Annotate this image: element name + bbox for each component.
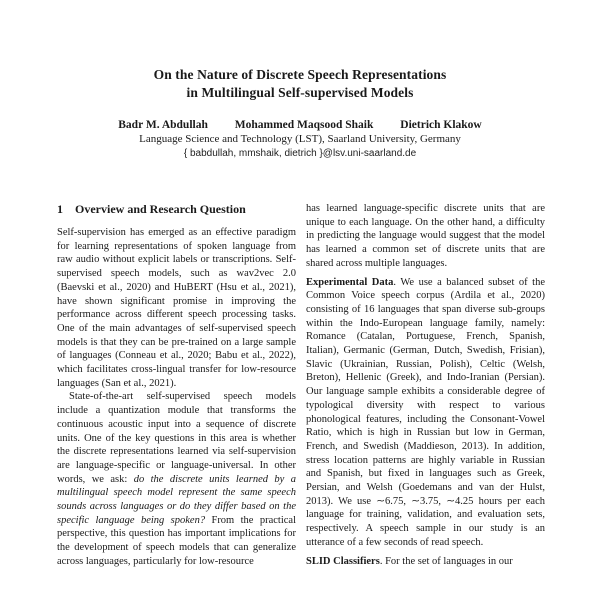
paragraph [57,226,296,390]
paragraph [306,202,545,271]
section-number: 1 [57,202,63,216]
body-text: State-of-the-art self-supervised speech models include a quantization module that transforms the continuous acoustic input into a sequence of discrete units. One of the key questions in this area is whether the discrete representations learned via self-supervision are language-specific or language-universal. In other words, we ask: [57,391,296,485]
run-in-heading: Experimental Data [306,276,394,288]
paragraph [306,276,545,550]
body-text: . For the set of languages in our [379,555,513,567]
body-text: . We use a balanced subset of the Common Voice speech corpus (Ardila et al., 2020) consisting of 16 languages that span diverse sub-groups within the Indo-European language family, namely: Romance (Catalan, Portuguese, French, Spanish, Italian), Germanic (German, Dutch, Swedish, Frisian), Slavic (Ukrainian, Russian, Polish), Celtic (Welsh, Breton), Hellenic (Greek), and Indo-Iranian (Persian). Our language sample exhibits a considerable degree of typological diversity with respect to various phonological features, including the Consonant-Vowel Ratio, which is high in Russian but low in German, French, and Swedish (Maddieson, 2013). In addition, stress location patterns are highly variable in Russian and Spanish, but fixed in languages such as Greek, Persian, and Welsh (Goedemans and van der Hulst, 2013). We use ∼6.75, ∼3.75, ∼4.25 hours per each language for training, validation, and evaluation sets, respectively. A speech sample in our study is an utterance of a few seconds of read speech. [306,276,545,548]
section-heading [57,202,296,216]
author-list [0,119,600,132]
author-name-3: Dietrich Klakow [400,119,482,131]
paper-title [0,66,600,102]
run-in-heading: SLID Classifiers [306,555,380,567]
paper-title-line2: in Multilingual Self-supervised Models [186,85,414,100]
right-column [306,202,545,600]
body-text: From the practical perspective, this question has important implications for the development of speech models that can generalize across languages, particularly for low-resource [57,514,296,567]
paragraph [306,555,545,569]
author-name-2: Mohammed Maqsood Shaik [234,119,374,131]
paragraph [57,390,296,568]
left-column-text [57,226,296,569]
paper-title-line1: On the Nature of Discrete Speech Representations [153,67,447,82]
affiliation-line: Language Science and Technology (LST), Saarland University, Germany [139,133,461,145]
emphasized-text: do the discrete units learned by a multilingual speech model represent the same speech sounds across languages or do they differ based on the specific language being spoken? [57,473,296,526]
email-line: { babdullah, mmshaik, dietrich }@lsv.uni-saarland.de [183,148,417,159]
author-name-1: Badr M. Abdullah [118,119,208,131]
section-title: Overview and Research Question [75,202,246,216]
body-text: Self-supervision has emerged as an effective paradigm for learning representations of spoken language from raw audio without explicit labels or transcriptions. Self-supervised speech models, such as wav2vec 2.0 (Baevski et al., 2020) and HuBERT (Hsu et al., 2021), have shown significant promise in improving the performance across different speech processing tasks. One of the main advantages of self-supervised speech models is that they can be pre-trained on a large sample of languages (Conneau et al., 2020; Babu et al., 2022), which facilitates cross-lingual transfer for low-resource languages (San et al., 2021). [57,227,296,389]
body-text: has learned language-specific discrete units that are unique to each language. On the other hand, a difficulty in predicting the language would suggest that the model has learned a common set of discrete units that are shared across multiple languages. [306,203,545,269]
right-column-text [306,202,545,568]
left-column [57,202,296,600]
